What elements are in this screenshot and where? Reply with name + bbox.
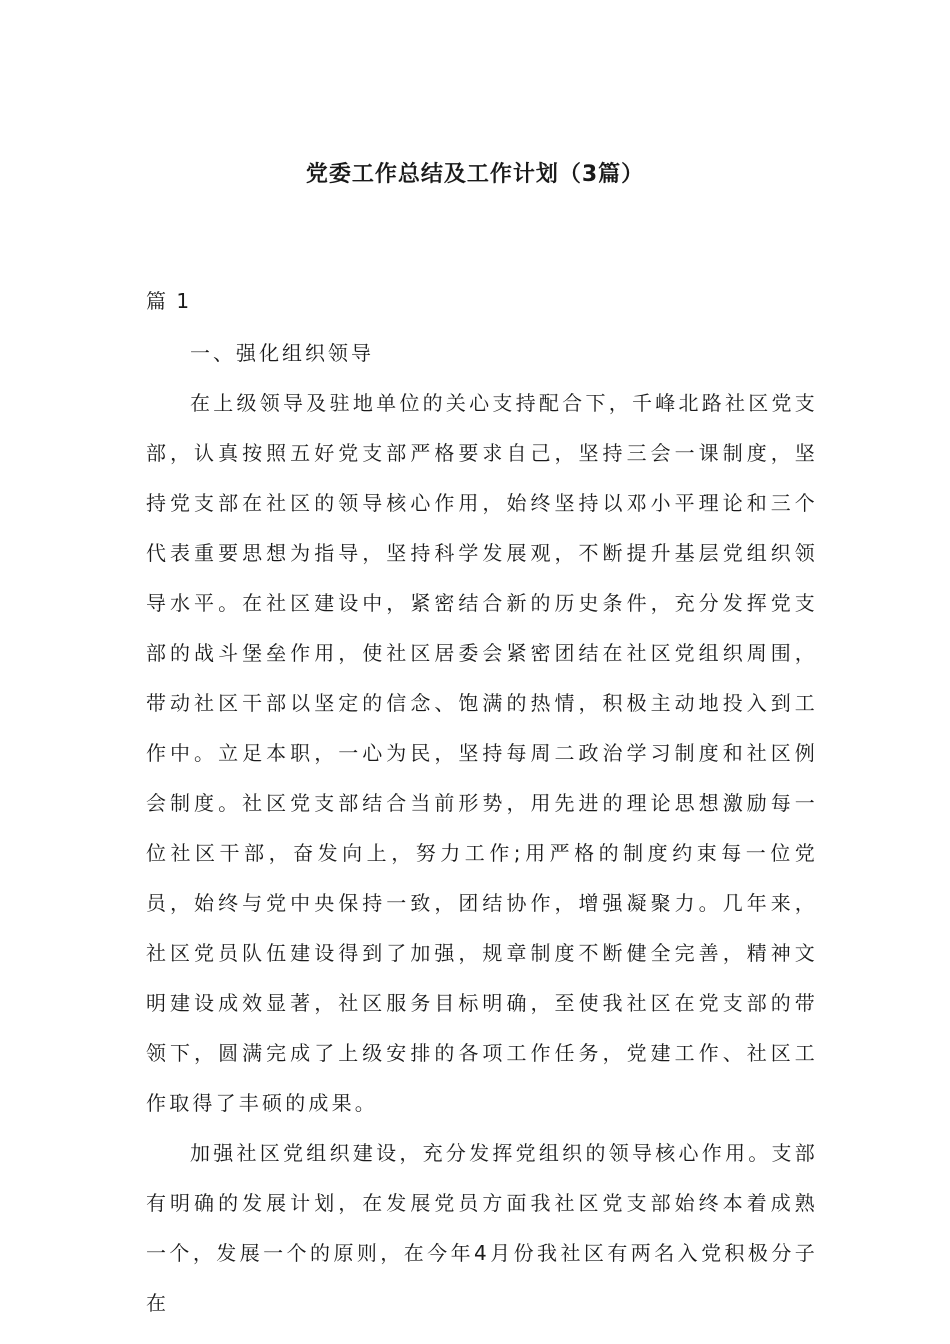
document-title: 党委工作总结及工作计划（3篇）	[305, 162, 645, 187]
paragraph-2: 加强社区党组织建设，充分发挥党组织的领导核心作用。支部有明确的发展计划，在发展党员方面我社区党支部始终本着成熟一个，发展一个的原则，在今年4月份我社区有两名入党积极分子在	[146, 1141, 818, 1315]
section-heading: 一、强化组织领导	[190, 341, 374, 365]
paragraph-1: 在上级领导及驻地单位的关心支持配合下，千峰北路社区党支部，认真按照五好党支部严格要求自己，坚持三会一课制度，坚持党支部在社区的领导核心作用，始终坚持以邓小平理论和三个代表重要思想为指导，坚持科学发展观，不断提升基层党组织领导水平。在社区建设中，紧密结合新的历史条件，充分发挥党支部的战斗堡垒作用，使社区居委会紧密团结在社区党组织周围，带动社区干部以坚定的信念、饱满的热情，积极主动地投入到工作中。立足本职，一心为民，坚持每周二政治学习制度和社区例会制度。社区党支部结合当前形势，用先进的理论思想激励每一位社区干部，奋发向上，努力工作;用严格的制度约束每一位党员，始终与党中央保持一致，团结协作，增强凝聚力。几年来，社区党员队伍建设得到了加强，规章制度不断健全完善，精神文明建设成效显著，社区服务目标明确，至使我社区在党支部的带领下，圆满完成了上级安排的各项工作任务，党建工作、社区工作取得了丰硕的成果。	[146, 391, 818, 1115]
document-body	[146, 328, 818, 1328]
section-label: 篇 1	[146, 289, 192, 313]
